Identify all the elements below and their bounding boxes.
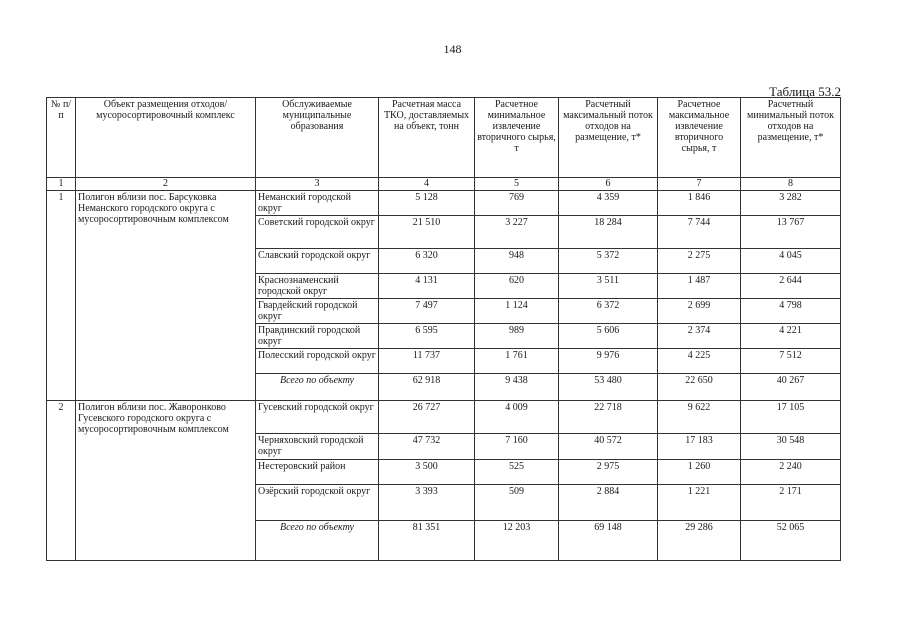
max-recovery: 2 275 (658, 249, 741, 274)
min-disposal: 4 221 (741, 324, 841, 349)
msw-mass: 3 393 (379, 485, 475, 521)
column-number: 4 (379, 178, 475, 191)
row-number: 2 (47, 401, 76, 561)
max-recovery: 2 374 (658, 324, 741, 349)
column-number: 3 (256, 178, 379, 191)
max-disposal: 2 884 (559, 485, 658, 521)
total-min-recovery: 12 203 (475, 521, 559, 561)
min-disposal: 3 282 (741, 191, 841, 216)
min-disposal: 13 767 (741, 216, 841, 249)
min-recovery: 620 (475, 274, 559, 299)
min-recovery: 509 (475, 485, 559, 521)
max-recovery: 7 744 (658, 216, 741, 249)
total-min-disposal: 52 065 (741, 521, 841, 561)
max-disposal: 5 372 (559, 249, 658, 274)
msw-mass: 47 732 (379, 434, 475, 460)
max-disposal: 2 975 (559, 460, 658, 485)
min-recovery: 525 (475, 460, 559, 485)
max-disposal: 9 976 (559, 349, 658, 374)
facility-name: Полигон вблизи пос. Барсуковка Неманского городского округа с мусоросортировочным комплексом (76, 191, 256, 401)
max-disposal: 5 606 (559, 324, 658, 349)
header-cell: Объект размещения отходов/ мусоросортировочный комплекс (76, 98, 256, 178)
min-recovery: 1 124 (475, 299, 559, 324)
max-disposal: 22 718 (559, 401, 658, 434)
max-recovery: 1 221 (658, 485, 741, 521)
header-cell: Расчетный максимальный поток отходов на размещение, т* (559, 98, 658, 178)
municipality: Правдинский городской округ (256, 324, 379, 349)
total-max-recovery: 29 286 (658, 521, 741, 561)
min-recovery: 989 (475, 324, 559, 349)
municipality: Славский городской округ (256, 249, 379, 274)
table-row (47, 401, 841, 434)
column-number-row (47, 178, 841, 191)
min-recovery: 769 (475, 191, 559, 216)
min-disposal: 4 798 (741, 299, 841, 324)
max-disposal: 18 284 (559, 216, 658, 249)
msw-mass: 7 497 (379, 299, 475, 324)
max-recovery: 2 699 (658, 299, 741, 324)
total-min-recovery: 9 438 (475, 374, 559, 401)
min-recovery: 7 160 (475, 434, 559, 460)
max-recovery: 9 622 (658, 401, 741, 434)
header-cell: Расчетная масса ТКО, доставляемых на объект, тонн (379, 98, 475, 178)
msw-mass: 6 595 (379, 324, 475, 349)
msw-mass: 11 737 (379, 349, 475, 374)
table-caption: Таблица 53.2 (769, 84, 841, 99)
total-msw-mass: 81 351 (379, 521, 475, 561)
max-disposal: 6 372 (559, 299, 658, 324)
column-number: 1 (47, 178, 76, 191)
municipality: Неманский городской округ (256, 191, 379, 216)
total-min-disposal: 40 267 (741, 374, 841, 401)
municipality: Нестеровский район (256, 460, 379, 485)
page-number: 148 (443, 42, 462, 56)
total-max-recovery: 22 650 (658, 374, 741, 401)
min-recovery: 1 761 (475, 349, 559, 374)
column-number: 5 (475, 178, 559, 191)
msw-mass: 6 320 (379, 249, 475, 274)
max-recovery: 1 846 (658, 191, 741, 216)
msw-mass: 26 727 (379, 401, 475, 434)
min-disposal: 4 045 (741, 249, 841, 274)
min-recovery: 3 227 (475, 216, 559, 249)
column-number: 8 (741, 178, 841, 191)
row-number: 1 (47, 191, 76, 401)
header-cell: № п/п (47, 98, 76, 178)
max-recovery: 4 225 (658, 349, 741, 374)
municipality: Советский городской округ (256, 216, 379, 249)
table-row (47, 191, 841, 216)
min-disposal: 7 512 (741, 349, 841, 374)
facility-name: Полигон вблизи пос. Жаворонково Гусевского городского округа с мусоросортировочным комплексом (76, 401, 256, 561)
min-recovery: 948 (475, 249, 559, 274)
msw-mass: 5 128 (379, 191, 475, 216)
min-disposal: 2 171 (741, 485, 841, 521)
waste-table (46, 97, 841, 561)
column-number: 6 (559, 178, 658, 191)
municipality: Озёрский городской округ (256, 485, 379, 521)
header-cell: Расчетный минимальный поток отходов на размещение, т* (741, 98, 841, 178)
header-cell: Расчетное минимальное извлечение вторичного сырья, т (475, 98, 559, 178)
min-disposal: 17 105 (741, 401, 841, 434)
column-number: 2 (76, 178, 256, 191)
max-disposal: 3 511 (559, 274, 658, 299)
max-disposal: 40 572 (559, 434, 658, 460)
max-recovery: 17 183 (658, 434, 741, 460)
max-disposal: 4 359 (559, 191, 658, 216)
min-recovery: 4 009 (475, 401, 559, 434)
total-label: Всего по объекту (256, 374, 379, 401)
header-cell: Обслуживаемые муниципальные образования (256, 98, 379, 178)
total-max-disposal: 69 148 (559, 521, 658, 561)
header-cell: Расчетное максимальное извлечение вторичного сырья, т (658, 98, 741, 178)
min-disposal: 30 548 (741, 434, 841, 460)
min-disposal: 2 644 (741, 274, 841, 299)
header-row (47, 98, 841, 178)
municipality: Гусевский городской округ (256, 401, 379, 434)
column-number: 7 (658, 178, 741, 191)
max-recovery: 1 487 (658, 274, 741, 299)
total-max-disposal: 53 480 (559, 374, 658, 401)
municipality: Краснознаменский городской округ (256, 274, 379, 299)
municipality: Гвардейский городской округ (256, 299, 379, 324)
total-label: Всего по объекту (256, 521, 379, 561)
msw-mass: 21 510 (379, 216, 475, 249)
msw-mass: 3 500 (379, 460, 475, 485)
msw-mass: 4 131 (379, 274, 475, 299)
min-disposal: 2 240 (741, 460, 841, 485)
total-msw-mass: 62 918 (379, 374, 475, 401)
municipality: Полесский городской округ (256, 349, 379, 374)
municipality: Черняховский городской округ (256, 434, 379, 460)
max-recovery: 1 260 (658, 460, 741, 485)
